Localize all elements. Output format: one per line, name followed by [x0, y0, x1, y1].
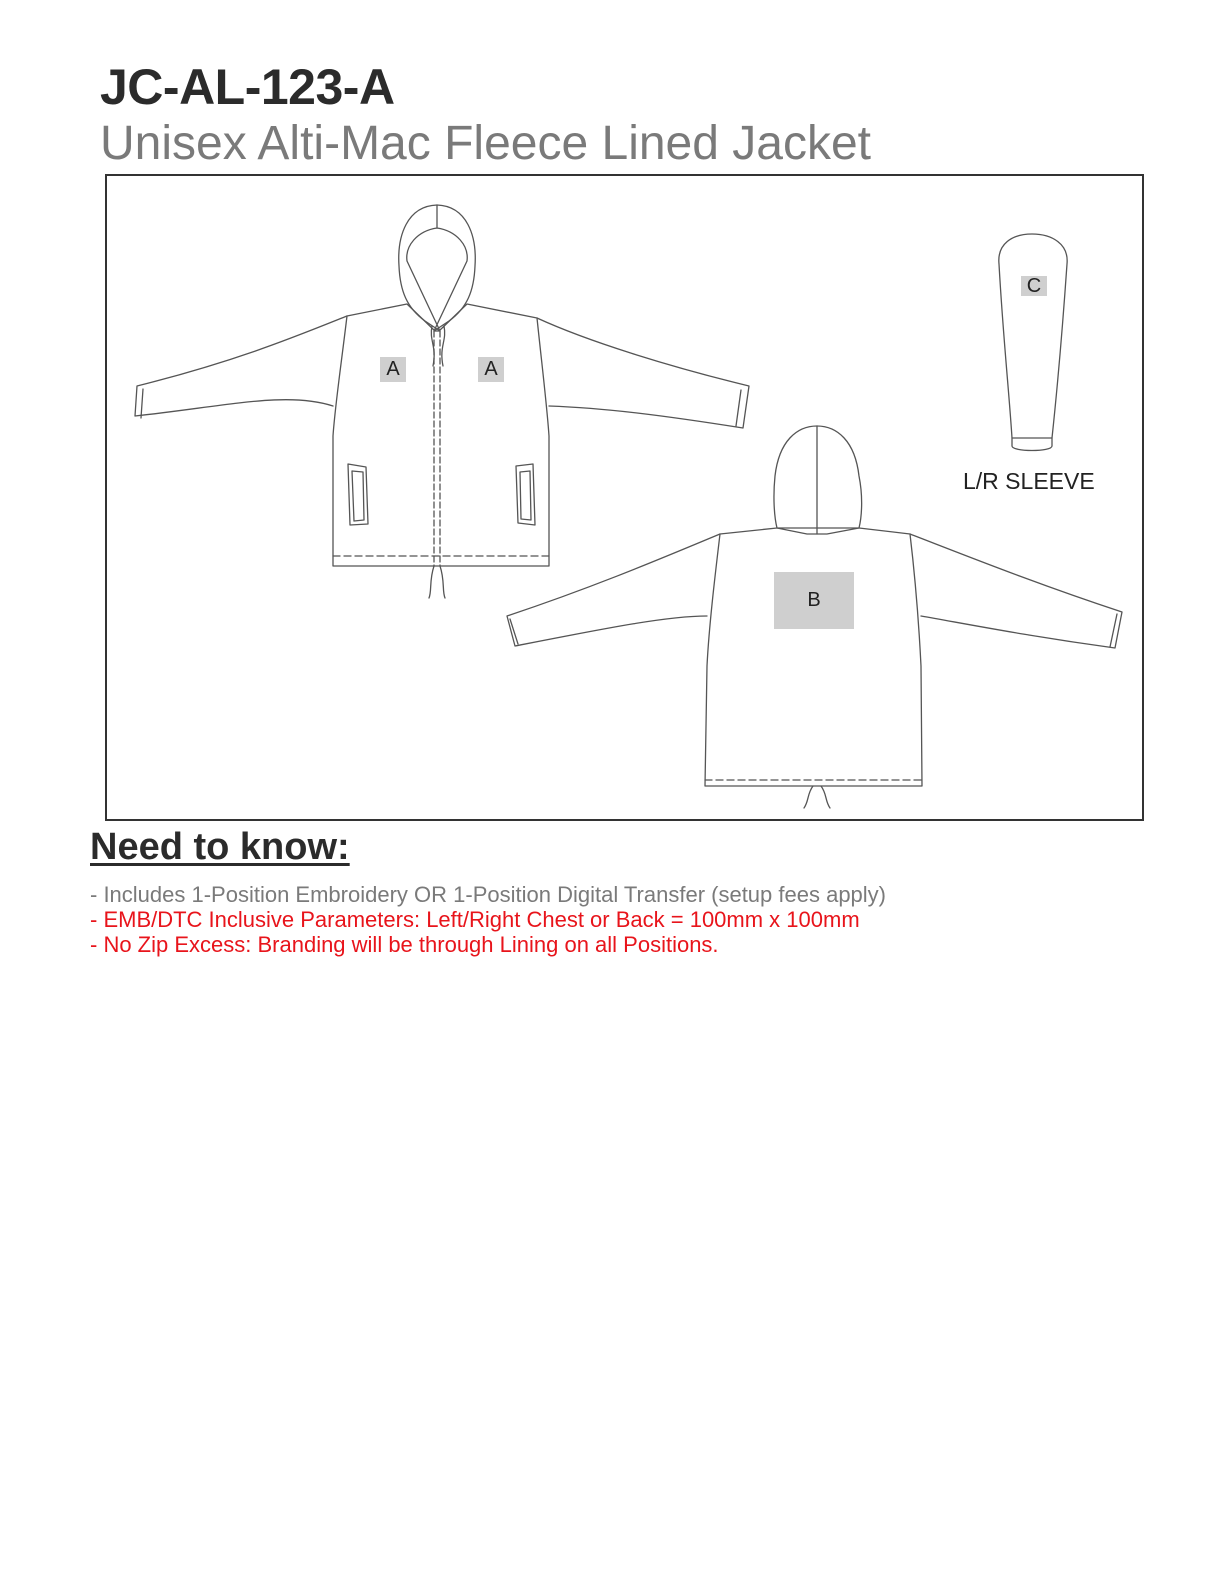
- sleeve-print-area: C: [1021, 276, 1047, 296]
- note-item: - No Zip Excess: Branding will be through Lining on all Positions.: [90, 932, 719, 957]
- right-chest-print-area: A: [478, 357, 504, 382]
- notes-list: [90, 882, 886, 957]
- note-item: - EMB/DTC Inclusive Parameters: Left/Right Chest or Back = 100mm x 100mm: [90, 907, 860, 932]
- sleeve-caption: L/R SLEEVE: [963, 468, 1095, 494]
- product-code: JC-AL-123-A: [100, 59, 395, 115]
- product-title: Unisex Alti-Mac Fleece Lined Jacket: [100, 117, 871, 170]
- sleeve-illustration: [999, 234, 1067, 451]
- need-to-know-heading: Need to know:: [90, 826, 350, 868]
- back-print-area: B: [774, 572, 854, 629]
- note-item: - Includes 1-Position Embroidery OR 1-Position Digital Transfer (setup fees apply): [90, 882, 887, 907]
- front-jacket-illustration: [135, 205, 749, 598]
- left-chest-print-area: A: [380, 357, 406, 382]
- garment-diagram-frame: [105, 174, 1144, 821]
- garment-diagram: [107, 176, 1142, 819]
